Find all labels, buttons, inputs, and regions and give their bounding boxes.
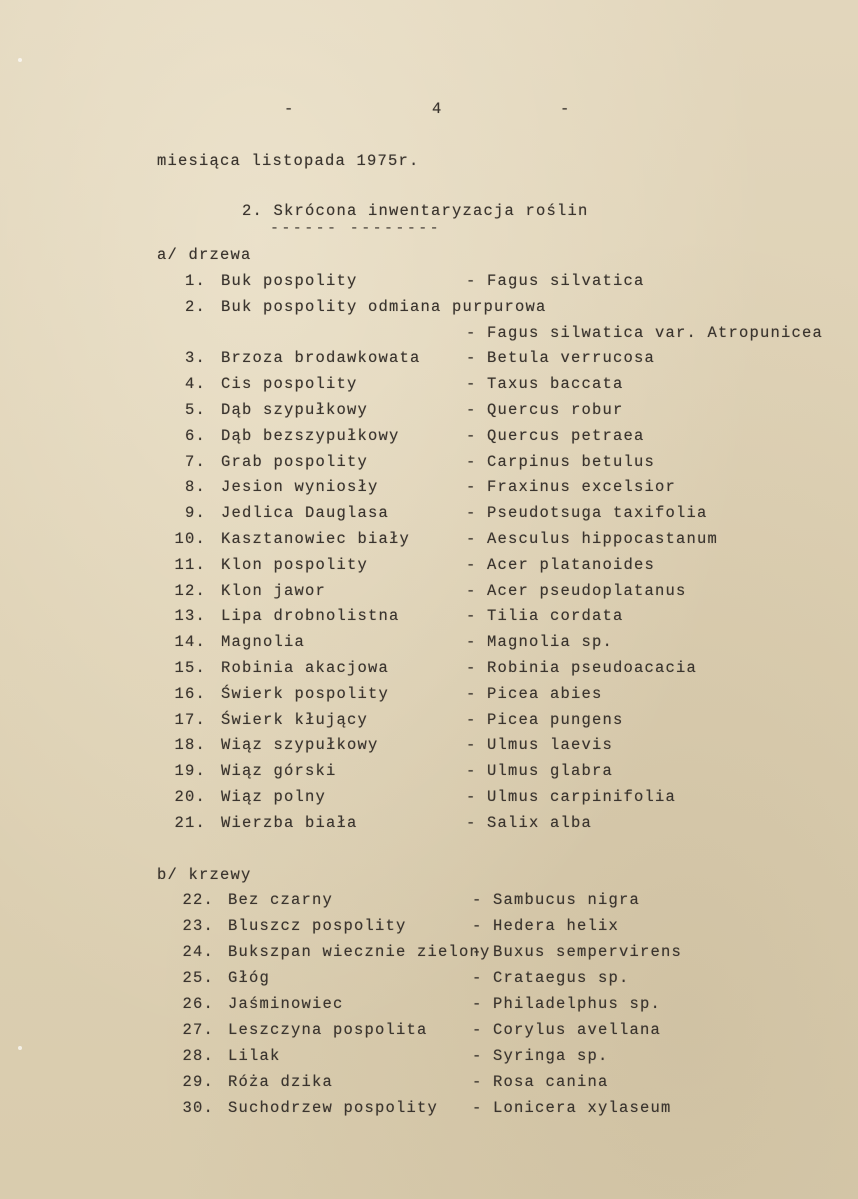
polish-name: Wierzba biała: [221, 813, 358, 832]
item-number: 7.: [184, 452, 206, 471]
latin-name: - Salix alba: [466, 813, 593, 832]
item-number: 21.: [174, 813, 206, 832]
latin-name: - Aesculus hippocastanum: [466, 530, 719, 548]
item-number: 13.: [174, 607, 206, 626]
latin-name: - Betula verrucosa: [466, 349, 656, 368]
trees-heading: a/ drzewa: [157, 246, 252, 264]
polish-name: Bez czarny: [228, 891, 334, 909]
latin-name: - Acer platanoides: [466, 555, 656, 574]
item-number: 1.: [184, 272, 206, 290]
polish-name: Robinia akacjowa: [221, 659, 390, 677]
punch-mark: [18, 58, 22, 62]
polish-name: Wiąz polny: [221, 788, 327, 806]
polish-name: Klon jawor: [221, 581, 327, 600]
latin-name: - Quercus petraea: [466, 426, 645, 445]
header-dash-right: -: [560, 100, 571, 118]
latin-name: - Syringa sp.: [472, 1047, 609, 1065]
item-number: 20.: [174, 788, 206, 806]
item-number: 3.: [184, 349, 206, 368]
polish-name: Wiąz szypułkowy: [221, 736, 379, 755]
polish-name: Suchodrzew pospolity: [228, 1099, 439, 1117]
item-number: 16.: [174, 684, 206, 703]
item-number: 9.: [184, 504, 206, 523]
item-number: 17.: [174, 710, 206, 729]
latin-name: - Taxus baccata: [466, 375, 624, 394]
punch-mark: [18, 1046, 22, 1050]
header-dash-left: -: [284, 100, 295, 118]
item-number: 25.: [182, 969, 214, 987]
latin-name: - Fagus silvatica: [466, 272, 645, 290]
polish-name: Cis pospolity: [221, 375, 358, 394]
page-number: 4: [432, 100, 443, 118]
latin-name: - Sambucus nigra: [472, 891, 641, 909]
polish-name: Buk pospolity: [221, 272, 358, 290]
latin-name: - Hedera helix: [472, 917, 620, 935]
item-number: 11.: [174, 555, 206, 574]
latin-name: - Fagus silwatica var. Atropunicea: [466, 323, 824, 342]
polish-name: Róża dzika: [228, 1073, 334, 1091]
item-number: 27.: [182, 1021, 214, 1039]
item-number: 30.: [182, 1099, 214, 1117]
item-number: 14.: [174, 633, 206, 652]
latin-name: - Robinia pseudoacacia: [466, 659, 698, 677]
item-number: 6.: [184, 426, 206, 445]
polish-name: Dąb bezszypułkowy: [221, 426, 400, 445]
polish-name: Dąb szypułkowy: [221, 401, 369, 419]
polish-name: Brzoza brodawkowata: [221, 349, 421, 368]
latin-name: - Pseudotsuga taxifolia: [466, 504, 708, 523]
latin-name: - Acer pseudoplatanus: [466, 581, 687, 600]
polish-name: Lipa drobnolistna: [221, 607, 400, 626]
latin-name: - Corylus avellana: [472, 1021, 662, 1039]
latin-name: - Buxus sempervirens: [472, 943, 683, 961]
polish-name: Świerk kłujący: [221, 710, 369, 729]
polish-name: Klon pospolity: [221, 555, 369, 574]
latin-name: - Rosa canina: [472, 1073, 609, 1091]
polish-name: Lilak: [228, 1047, 281, 1065]
polish-name: Wiąz górski: [221, 762, 337, 781]
latin-name: - Fraxinus excelsior: [466, 478, 677, 497]
section-title-underline: ------ --------: [270, 220, 442, 237]
latin-name: - Lonicera xylaseum: [472, 1099, 672, 1117]
item-number: 22.: [182, 891, 214, 909]
item-number: 15.: [174, 659, 206, 677]
intro-line: miesiąca listopada 1975r.: [157, 152, 420, 170]
item-number: 12.: [174, 581, 206, 600]
polish-name: Magnolia: [221, 633, 306, 652]
item-number: 18.: [174, 736, 206, 755]
latin-name: - Ulmus laevis: [466, 736, 614, 755]
latin-name: - Crataegus sp.: [472, 969, 630, 987]
polish-name: Jaśminowiec: [228, 995, 344, 1013]
shrubs-heading: b/ krzewy: [157, 866, 252, 884]
item-number: 29.: [182, 1073, 214, 1091]
polish-name: Głóg: [228, 969, 271, 987]
latin-name: - Picea pungens: [466, 710, 624, 729]
polish-name: Jesion wyniosły: [221, 478, 379, 497]
polish-name: Jedlica Dauglasa: [221, 504, 390, 523]
polish-name: Kasztanowiec biały: [221, 530, 411, 548]
latin-name: - Magnolia sp.: [466, 633, 614, 652]
item-number: 10.: [174, 530, 206, 548]
item-number: 23.: [182, 917, 214, 935]
section-title: 2. Skrócona inwentaryzacja roślin: [242, 202, 589, 220]
polish-name: Leszczyna pospolita: [228, 1021, 428, 1039]
latin-name: - Carpinus betulus: [466, 452, 656, 471]
item-number: 26.: [182, 995, 214, 1013]
item-number: 4.: [184, 375, 206, 394]
item-number: 2.: [184, 297, 206, 316]
item-number: 24.: [182, 943, 214, 961]
polish-name: Świerk pospolity: [221, 684, 390, 703]
latin-name: - Philadelphus sp.: [472, 995, 662, 1013]
polish-name: Grab pospolity: [221, 452, 369, 471]
item-number: 8.: [184, 478, 206, 497]
latin-name: - Quercus robur: [466, 401, 624, 419]
item-number: 5.: [184, 401, 206, 419]
polish-name: Buk pospolity odmiana purpurowa: [221, 297, 547, 316]
latin-name: - Ulmus glabra: [466, 762, 614, 781]
polish-name: Bluszcz pospolity: [228, 917, 407, 935]
item-number: 19.: [174, 762, 206, 781]
latin-name: - Tilia cordata: [466, 607, 624, 626]
polish-name: Bukszpan wiecznie zielony: [228, 943, 491, 961]
latin-name: - Picea abies: [466, 684, 603, 703]
item-number: 28.: [182, 1047, 214, 1065]
latin-name: - Ulmus carpinifolia: [466, 788, 677, 806]
